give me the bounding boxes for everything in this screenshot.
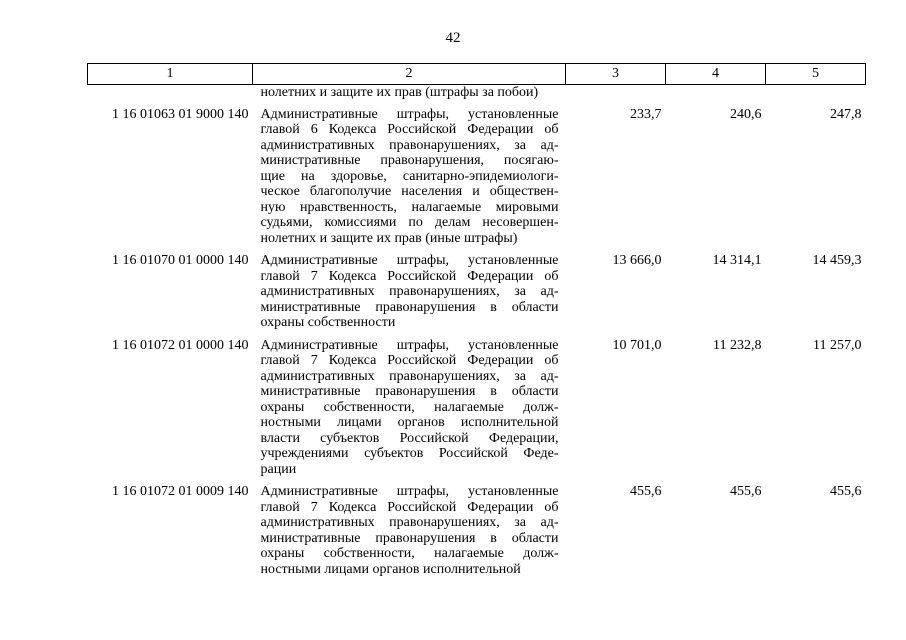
value-col-5: 247,8 [830, 106, 862, 122]
value-col-4: 240,6 [730, 106, 762, 122]
description-line: рации [260, 461, 297, 477]
description-line: Административные штрафы, установленные [260, 106, 559, 122]
column-header-3: 3 [566, 64, 666, 85]
description-line: министративные правонарушения в области [260, 384, 559, 399]
description-line: нолетних и защите их прав (штрафы за побои) [260, 85, 539, 100]
description-line: министративные правонарушения в области [260, 299, 559, 315]
description-line: ную нравственность, налагаемые мировыми [260, 199, 559, 215]
value-col-4: 11 232,8 [713, 337, 762, 353]
value-col-3: 13 666,0 [612, 253, 662, 268]
description-line: административных правонарушениях, за ад- [260, 137, 559, 153]
description-line: охраны собственности, налагаемые долж- [260, 399, 559, 415]
value-col-4: 455,6 [730, 484, 762, 499]
row-code [88, 85, 253, 107]
description-line: Административные штрафы, установленные [260, 337, 559, 353]
description-line: ностными лицами органов исполнительной [260, 415, 559, 430]
row-description [253, 484, 566, 584]
continuation-row [88, 85, 866, 107]
description-line: учреждениями субъектов Российской Феде- [260, 446, 559, 461]
row-code: 1 16 01070 01 0000 140 [112, 253, 249, 268]
description-line: административных правонарушениях, за ад- [260, 515, 559, 530]
description-line: административных правонарушениях, за ад- [260, 368, 559, 384]
value-col-3 [566, 85, 666, 107]
column-header-1: 1 [88, 64, 253, 85]
value-col-3: 10 701,0 [612, 337, 662, 353]
page-number: 42 [445, 30, 461, 46]
value-col-5 [766, 85, 866, 107]
budget-revenue-table [87, 63, 866, 584]
row-description [253, 85, 566, 107]
row-code: 1 16 01072 01 0000 140 [112, 337, 249, 353]
value-col-4 [666, 85, 766, 107]
description-line: Административные штрафы, установленные [260, 253, 559, 268]
row-description [253, 107, 566, 254]
table-row [88, 484, 866, 584]
description-line: Административные штрафы, установленные [260, 484, 559, 499]
header-row [88, 64, 866, 85]
value-col-4: 14 314,1 [712, 253, 762, 268]
description-line: щие на здоровье, санитарно-эпидемиологи- [260, 168, 559, 184]
description-line: главой 7 Кодекса Российской Федерации об [260, 268, 559, 284]
description-line: ческое благополучие населения и обществен- [260, 184, 559, 199]
description-line: ностными лицами органов исполнительной [260, 561, 521, 577]
column-header-5: 5 [766, 64, 866, 85]
description-line: охраны собственности, налагаемые долж- [260, 546, 559, 561]
description-line: главой 6 Кодекса Российской Федерации об [260, 122, 559, 137]
table-row [88, 107, 866, 254]
description-line: главой 7 Кодекса Российской Федерации об [260, 499, 559, 515]
table-body [88, 85, 866, 585]
row-code: 1 16 01072 01 0009 140 [112, 484, 249, 499]
row-code: 1 16 01063 01 9000 140 [112, 106, 249, 122]
description-line: министративные правонарушения в области [260, 530, 559, 546]
description-line: нолетних и защите их прав (иные штрафы) [260, 230, 518, 246]
value-col-5: 455,6 [830, 484, 862, 499]
description-line: административных правонарушениях, за ад- [260, 284, 559, 299]
column-header-4: 4 [666, 64, 766, 85]
table-row [88, 338, 866, 485]
value-col-5: 11 257,0 [813, 337, 862, 353]
value-col-3: 233,7 [630, 106, 662, 122]
value-col-5: 14 459,3 [812, 253, 862, 268]
row-description [253, 253, 566, 338]
description-line: судьями, комиссиями по делам несовершен- [260, 215, 559, 230]
row-description [253, 338, 566, 485]
table-row [88, 253, 866, 338]
description-line: министративные правонарушения, посягаю- [260, 153, 559, 168]
column-header-2: 2 [253, 64, 566, 85]
description-line: охраны собственности [260, 315, 396, 330]
description-line: власти субъектов Российской Федерации, [260, 430, 559, 446]
description-line: главой 7 Кодекса Российской Федерации об [260, 353, 559, 368]
value-col-3: 455,6 [630, 484, 662, 499]
